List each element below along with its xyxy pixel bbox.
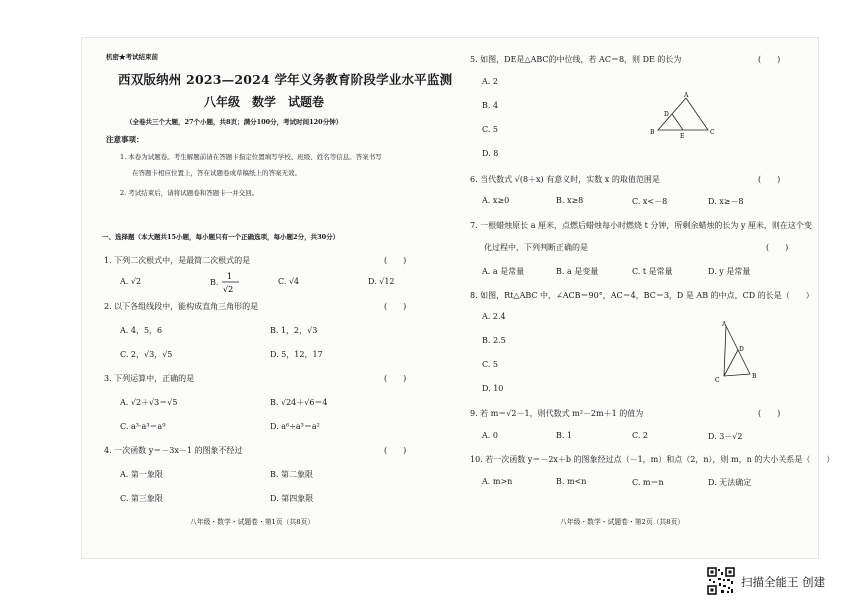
fig8-label-a: A <box>722 321 727 328</box>
fraction-one-over-root2 <box>221 270 241 296</box>
option-5a: A. 2 <box>482 77 498 86</box>
scanner-watermark <box>707 567 857 597</box>
option-10a: A. m>n <box>482 477 513 486</box>
left-page <box>82 38 453 558</box>
section-choice: 一、选择题（本大题共15小题，每小题只有一个正确选项，每小题2分，共30分） <box>102 233 340 241</box>
scanner-brand-label: 扫描全能王 创建 <box>741 575 826 589</box>
svg-text:1: 1 <box>226 272 233 281</box>
notice-1a: 1. 本卷为试题卷。考生解题前请在答题卡指定位置填写学校、班级、姓名等信息。答案书写 <box>120 153 382 161</box>
fig8-label-b: B <box>752 373 757 380</box>
option-5b: B. 4 <box>482 101 499 110</box>
page-title: 西双版纳州 2023—2024 学年义务教育阶段学业水平监测 <box>118 72 453 87</box>
figure-q5-triangle <box>646 90 726 140</box>
question-5: 5. 如图，DE是△ABC的中位线，若 AC＝8，则 DE 的长为 <box>470 55 682 64</box>
option-9b: B. 1 <box>556 431 573 440</box>
option-6a: A. x≥0 <box>482 196 510 205</box>
question-7-line1: 7. 一根蜡烛原长 a 厘米，点燃后蜡烛每小时燃烧 t 分钟，所剩余蜡烛的长为 y 厘米，则在这个变 <box>470 221 812 230</box>
option-4c: C. 第三象限 <box>120 494 163 503</box>
option-9d: D. 3－√2 <box>708 432 743 441</box>
qr-code-icon <box>707 567 735 595</box>
fig8-label-d: D <box>739 346 744 353</box>
question-1: 1. 下列二次根式中，是最简二次根式的是 <box>104 256 251 265</box>
question-10: 10. 若一次函数 y＝－2x＋b 的图象经过点（－1，m）和点（2，n），则 m，n 的大小关系是（ ） <box>470 455 835 464</box>
option-10b: B. m<n <box>556 477 587 486</box>
option-3c: C. a³·a³＝a⁹ <box>120 422 166 431</box>
answer-paren: ( ) <box>766 243 789 252</box>
answer-paren: ( ) <box>758 409 781 418</box>
fig5-label-c: C <box>710 129 715 136</box>
option-5d: D. 8 <box>482 149 499 158</box>
option-1d: D. √12 <box>368 277 395 286</box>
option-7a: A. a 是常量 <box>482 267 525 276</box>
svg-text:√2: √2 <box>222 285 234 294</box>
question-3: 3. 下列运算中，正确的是 <box>104 374 195 383</box>
option-2c: C. 2，√3，√5 <box>120 350 173 359</box>
option-6b: B. x≥8 <box>556 196 584 205</box>
option-4a: A. 第一象限 <box>120 470 163 479</box>
exam-sheet <box>82 38 835 558</box>
page-subtitle: 八年级 数学 试题卷 <box>204 95 325 109</box>
fig5-label-a: A <box>684 92 689 99</box>
question-8: 8. 如图，Rt△ABC 中，∠ACB＝90°，AC＝4，BC＝3，D 是 AB 的中点，CD 的长是（ ） <box>470 291 814 300</box>
notice-1b: 在答题卡相应位置上，答在试题卷或草稿纸上的答案无效。 <box>132 169 301 177</box>
option-3d: D. a⁶÷a³＝a² <box>270 422 320 431</box>
option-5c: C. 5 <box>482 125 499 134</box>
option-8c: C. 5 <box>482 360 499 369</box>
option-7c: C. t 是常量 <box>632 267 673 276</box>
option-4d: D. 第四象限 <box>270 494 314 503</box>
right-page <box>460 38 835 558</box>
option-10d: D. 无法确定 <box>708 478 752 487</box>
option-8b: B. 2.5 <box>482 336 506 345</box>
answer-paren: ( ) <box>384 446 407 455</box>
fig5-label-b: B <box>650 129 655 136</box>
notice-heading: 注意事项： <box>106 135 144 144</box>
option-6c: C. x<－8 <box>632 197 668 206</box>
page-footer: 八年级・数学・试题卷・第1页（共8页） <box>190 518 315 526</box>
figure-q8-right-triangle <box>712 320 762 384</box>
question-7-line2: 化过程中，下列判断正确的是 <box>484 243 588 252</box>
option-1a: A. √2 <box>120 277 142 286</box>
option-1c: C. √4 <box>278 277 300 286</box>
option-3a: A. √2＋√3＝√5 <box>120 398 178 407</box>
fig5-label-d: D <box>664 111 669 118</box>
page-footer: 八年级・数学・试题卷・第2页（共8页） <box>560 518 685 526</box>
answer-paren: ( ) <box>758 55 781 64</box>
question-6: 6. 当代数式 √(8＋x) 有意义时，实数 x 的取值范围是 <box>470 175 660 184</box>
answer-paren: ( ) <box>758 175 781 184</box>
option-8a: A. 2.4 <box>482 312 506 321</box>
option-9c: C. 2 <box>632 431 649 440</box>
option-3b: B. √24＋√6＝4 <box>270 398 328 407</box>
option-2a: A. 4，5，6 <box>120 326 163 335</box>
question-2: 2. 以下各组线段中，能构成直角三角形的是 <box>104 302 259 311</box>
option-2d: D. 5，12，17 <box>270 350 323 359</box>
option-7b: B. a 是变量 <box>556 267 599 276</box>
notice-2: 2. 考试结束后，请将试题卷和答题卡一并交回。 <box>120 189 259 197</box>
answer-paren: ( ) <box>384 374 407 383</box>
answer-paren: ( ) <box>384 302 407 311</box>
option-1b: B. 1 √2 <box>210 270 241 296</box>
exam-meta: （全卷共三个大题，27个小题，共8页；满分100分，考试时间120分钟） <box>126 118 343 126</box>
option-10c: C. m＝n <box>632 478 664 487</box>
fig8-label-c: C <box>715 377 720 384</box>
option-9a: A. 0 <box>482 431 498 440</box>
option-8d: D. 10 <box>482 384 504 393</box>
question-4: 4. 一次函数 y＝－3x－1 的图象不经过 <box>104 446 243 455</box>
confidential-mark: 机密★考试结束前 <box>106 53 158 61</box>
fig5-label-e: E <box>680 133 685 140</box>
option-7d: D. y 是常量 <box>708 267 751 276</box>
option-6d: D. x≥－8 <box>708 197 744 206</box>
option-2b: B. 1，2，√3 <box>270 326 318 335</box>
question-9: 9. 若 m＝√2－1，则代数式 m²－2m＋1 的值为 <box>470 409 644 418</box>
option-4b: B. 第二象限 <box>270 470 313 479</box>
answer-paren: ( ) <box>384 256 407 265</box>
